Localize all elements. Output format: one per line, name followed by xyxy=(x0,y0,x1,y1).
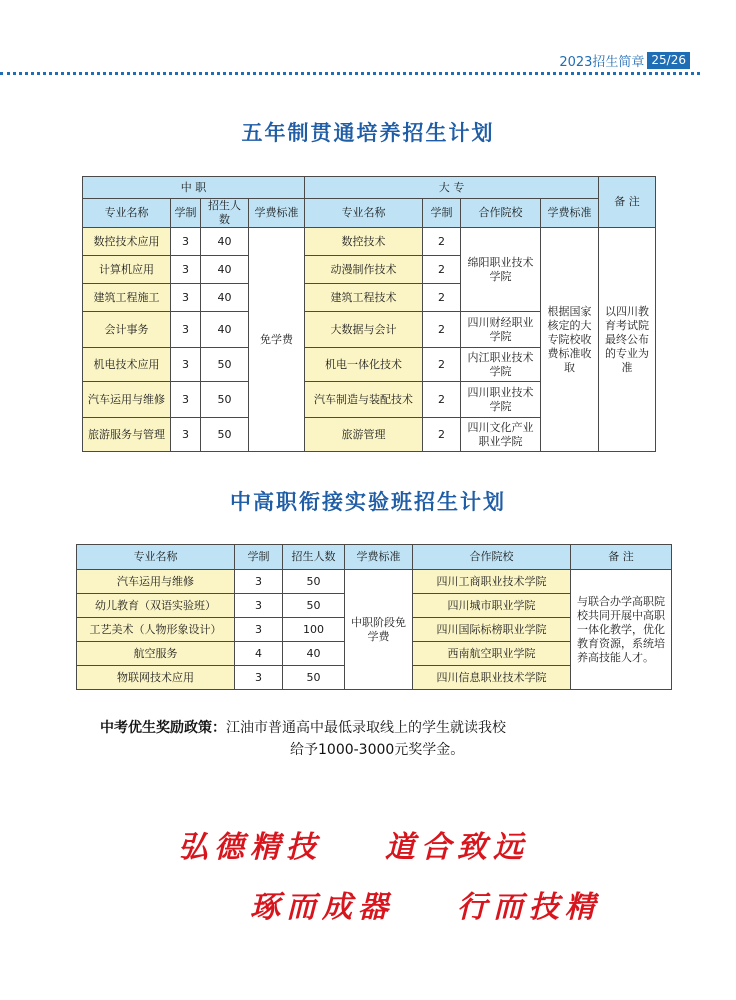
dz-major-cell: 建筑工程技术 xyxy=(305,284,423,312)
policy-line2: 给予1000-3000元奖学金。 xyxy=(290,742,465,758)
dz-years-cell: 2 xyxy=(423,284,461,312)
brochure-label: 2023招生简章 xyxy=(559,55,645,70)
policy-line1: 江油市普通高中最低录取线上的学生就读我校 xyxy=(226,720,506,736)
major-cell: 会计事务 xyxy=(83,312,171,348)
dz-years-cell: 2 xyxy=(423,312,461,348)
college-cell: 绵阳职业技术学院 xyxy=(461,228,541,312)
col-major: 专业名称 xyxy=(83,199,171,228)
major-cell: 物联网技术应用 xyxy=(77,666,235,690)
college-cell: 四川城市职业学院 xyxy=(413,594,571,618)
fee-cell: 免学费 xyxy=(249,228,305,452)
college-cell: 四川信息职业技术学院 xyxy=(413,666,571,690)
count-cell: 40 xyxy=(201,256,249,284)
years-cell: 3 xyxy=(171,256,201,284)
dz-fee-cell: 根据国家核定的大专院校收费标准收取 xyxy=(541,228,599,452)
major-cell: 建筑工程施工 xyxy=(83,284,171,312)
count-cell: 50 xyxy=(283,594,345,618)
count-cell: 40 xyxy=(201,284,249,312)
col-count: 招生人数 xyxy=(283,545,345,570)
zhongzhi-header: 中 职 xyxy=(83,177,305,199)
major-cell: 工艺美术（人物形象设计） xyxy=(77,618,235,642)
count-cell: 40 xyxy=(283,642,345,666)
dz-major-cell: 汽车制造与装配技术 xyxy=(305,382,423,418)
remark-cell: 与联合办学高职院校共同开展中高职一体化教学，优化教育资源，系统培养高技能人才。 xyxy=(571,570,672,690)
five-year-plan-table xyxy=(82,176,656,452)
policy-label: 中考优生奖励政策： xyxy=(100,720,226,736)
remark-header: 备 注 xyxy=(599,177,656,228)
slogan-2b: 行而技精 xyxy=(456,890,601,925)
years-cell: 4 xyxy=(235,642,283,666)
dz-years-cell: 2 xyxy=(423,382,461,418)
major-cell: 航空服务 xyxy=(77,642,235,666)
count-cell: 50 xyxy=(201,418,249,452)
page-header xyxy=(559,51,690,70)
fee-cell: 中职阶段免学费 xyxy=(345,570,413,690)
years-cell: 3 xyxy=(171,228,201,256)
table-row xyxy=(83,228,656,256)
years-cell: 3 xyxy=(171,418,201,452)
col-dz-years: 学制 xyxy=(423,199,461,228)
slogan-line1 xyxy=(178,822,529,866)
count-cell: 50 xyxy=(283,666,345,690)
years-cell: 3 xyxy=(171,312,201,348)
college-cell: 西南航空职业学院 xyxy=(413,642,571,666)
dz-major-cell: 数控技术 xyxy=(305,228,423,256)
dz-major-cell: 动漫制作技术 xyxy=(305,256,423,284)
years-cell: 3 xyxy=(171,284,201,312)
section2-title: 中高职衔接实验班招生计划 xyxy=(230,490,506,514)
count-cell: 50 xyxy=(201,382,249,418)
slogan-2a: 琢而成器 xyxy=(250,890,394,925)
col-major: 专业名称 xyxy=(77,545,235,570)
major-cell: 汽车运用与维修 xyxy=(83,382,171,418)
slogan-1b: 道合致远 xyxy=(384,830,529,865)
major-cell: 旅游服务与管理 xyxy=(83,418,171,452)
dz-years-cell: 2 xyxy=(423,348,461,382)
header-dotted-rule xyxy=(0,72,700,75)
college-cell: 四川文化产业职业学院 xyxy=(461,418,541,452)
scholarship-policy xyxy=(100,717,506,761)
major-cell: 数控技术应用 xyxy=(83,228,171,256)
col-years: 学制 xyxy=(171,199,201,228)
years-cell: 3 xyxy=(171,348,201,382)
remark-cell: 以四川教育考试院最终公布的专业为准 xyxy=(599,228,656,452)
major-cell: 计算机应用 xyxy=(83,256,171,284)
years-cell: 3 xyxy=(235,594,283,618)
college-cell: 内江职业技术学院 xyxy=(461,348,541,382)
joint-class-plan-table xyxy=(76,544,672,690)
count-cell: 100 xyxy=(283,618,345,642)
count-cell: 50 xyxy=(283,570,345,594)
dazhuan-header: 大 专 xyxy=(305,177,599,199)
col-college: 合作院校 xyxy=(413,545,571,570)
slogan-1a: 弘德精技 xyxy=(178,830,322,865)
col-dz-major: 专业名称 xyxy=(305,199,423,228)
college-cell: 四川职业技术学院 xyxy=(461,382,541,418)
major-cell: 汽车运用与维修 xyxy=(77,570,235,594)
col-fee: 学费标准 xyxy=(249,199,305,228)
col-college: 合作院校 xyxy=(461,199,541,228)
years-cell: 3 xyxy=(235,570,283,594)
years-cell: 3 xyxy=(235,666,283,690)
dz-major-cell: 旅游管理 xyxy=(305,418,423,452)
dz-years-cell: 2 xyxy=(423,418,461,452)
years-cell: 3 xyxy=(171,382,201,418)
college-cell: 四川财经职业学院 xyxy=(461,312,541,348)
count-cell: 50 xyxy=(201,348,249,382)
college-cell: 四川工商职业技术学院 xyxy=(413,570,571,594)
dz-major-cell: 大数据与会计 xyxy=(305,312,423,348)
dz-major-cell: 机电一体化技术 xyxy=(305,348,423,382)
section1-title: 五年制贯通培养招生计划 xyxy=(241,121,495,145)
years-cell: 3 xyxy=(235,618,283,642)
col-years: 学制 xyxy=(235,545,283,570)
count-cell: 40 xyxy=(201,312,249,348)
major-cell: 机电技术应用 xyxy=(83,348,171,382)
slogan-line2 xyxy=(250,882,601,926)
col-dz-fee: 学费标准 xyxy=(541,199,599,228)
col-fee: 学费标准 xyxy=(345,545,413,570)
count-cell: 40 xyxy=(201,228,249,256)
table-row xyxy=(77,570,672,594)
page-number: 25/26 xyxy=(647,52,690,69)
college-cell: 四川国际标榜职业学院 xyxy=(413,618,571,642)
dz-years-cell: 2 xyxy=(423,256,461,284)
col-count: 招生人数 xyxy=(201,199,249,228)
major-cell: 幼儿教育（双语实验班） xyxy=(77,594,235,618)
dz-years-cell: 2 xyxy=(423,228,461,256)
col-remark: 备 注 xyxy=(571,545,672,570)
